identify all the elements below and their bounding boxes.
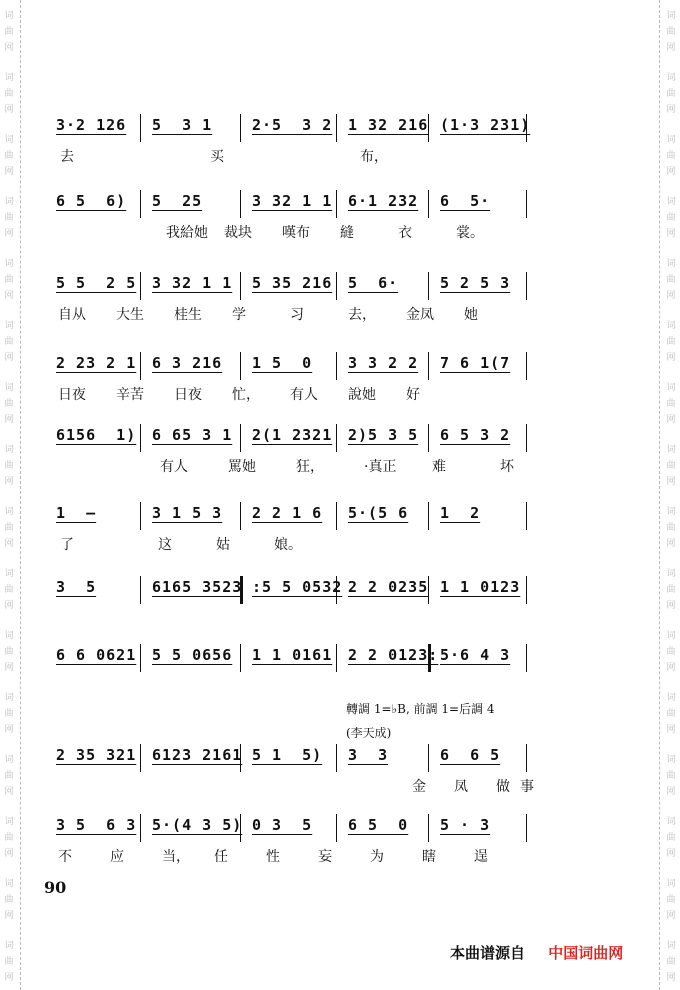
measure: (1·3 231) xyxy=(440,116,531,134)
watermark-char: 词 xyxy=(4,817,14,827)
bar-line xyxy=(140,502,141,530)
notation-line xyxy=(50,270,540,300)
watermark-char: 曲 xyxy=(666,337,676,347)
watermark-char: 曲 xyxy=(4,275,14,285)
watermark-char: 网 xyxy=(4,415,14,425)
measure: 6 65 3 1 xyxy=(152,426,233,444)
lyric-syllable: 罵她 xyxy=(228,459,256,475)
measure: 6 5 6) xyxy=(56,192,127,210)
watermark-char: 网 xyxy=(666,787,676,797)
watermark-char: 网 xyxy=(666,849,676,859)
lyric-syllable: 不 xyxy=(58,849,72,865)
lyric-syllable: 有人 xyxy=(160,459,188,475)
measure: 1 2 xyxy=(440,504,481,522)
measure: 5 5 2 5 xyxy=(56,274,137,292)
credit-annotation: (李天成) xyxy=(346,726,392,740)
watermark-char: 曲 xyxy=(666,895,676,905)
watermark-char: 曲 xyxy=(666,151,676,161)
lyric-syllable: 狂， xyxy=(296,459,324,475)
bar-line xyxy=(336,190,337,218)
measure: 0 3 5 xyxy=(252,816,313,834)
measure: 6 6 0621 xyxy=(56,646,137,664)
lyric-syllable: 她 xyxy=(464,307,478,323)
measure: 3·2 126 xyxy=(56,116,127,134)
watermark-char: 网 xyxy=(666,911,676,921)
watermark-char: 词 xyxy=(666,259,676,269)
bar-line xyxy=(240,114,241,142)
lyrics-line xyxy=(50,846,540,870)
footer xyxy=(450,942,623,963)
measure: 6·1 232 xyxy=(348,192,419,210)
watermark-char: 词 xyxy=(666,11,676,21)
lyrics-line xyxy=(50,222,540,246)
right-watermark-strip xyxy=(659,0,680,990)
bar-line xyxy=(140,744,141,772)
lyric-syllable: 学 xyxy=(232,307,246,323)
watermark-char: 网 xyxy=(666,291,676,301)
watermark-char: 网 xyxy=(666,105,676,115)
watermark-char: 网 xyxy=(4,973,14,983)
modulation-annotation: 轉調 1=♭B, 前調 1=后調 4 xyxy=(346,702,495,716)
lyric-syllable: 縫 xyxy=(340,225,354,241)
bar-line xyxy=(428,744,429,772)
notation-line xyxy=(50,742,540,772)
lyric-syllable: ·真正 xyxy=(364,459,397,475)
lyrics-line xyxy=(50,776,540,800)
bar-line xyxy=(428,424,429,452)
watermark-char: 词 xyxy=(4,11,14,21)
watermark-char: 词 xyxy=(666,135,676,145)
bar-line xyxy=(336,114,337,142)
watermark-char: 曲 xyxy=(4,833,14,843)
bar-line xyxy=(526,644,527,672)
watermark-char: 网 xyxy=(4,229,14,239)
watermark-char: 词 xyxy=(666,507,676,517)
watermark-char: 网 xyxy=(4,105,14,115)
watermark-char: 网 xyxy=(666,229,676,239)
watermark-char: 词 xyxy=(666,879,676,889)
watermark-char: 词 xyxy=(666,817,676,827)
bar-line xyxy=(240,424,241,452)
watermark-char: 词 xyxy=(666,569,676,579)
bar-line xyxy=(140,190,141,218)
measure: 1 — xyxy=(56,504,97,522)
watermark-char: 曲 xyxy=(666,647,676,657)
lyric-syllable: 日夜 xyxy=(58,387,86,403)
watermark-char: 网 xyxy=(4,601,14,611)
watermark-char: 网 xyxy=(666,973,676,983)
lyric-syllable: 有人 xyxy=(290,387,318,403)
watermark-char: 词 xyxy=(4,135,14,145)
measure: 5 · 3 xyxy=(440,816,491,834)
measure: 2(1 2321 xyxy=(252,426,333,444)
watermark-char: 曲 xyxy=(666,771,676,781)
measure: 5 3 1 xyxy=(152,116,213,134)
watermark-char: 网 xyxy=(4,911,14,921)
lyric-syllable: 裳。 xyxy=(456,225,484,241)
watermark-char: 网 xyxy=(666,43,676,53)
watermark-char: 曲 xyxy=(4,771,14,781)
watermark-char: 词 xyxy=(666,73,676,83)
watermark-char: 网 xyxy=(666,663,676,673)
bar-line xyxy=(336,744,337,772)
notation-line xyxy=(50,812,540,842)
watermark-char: 网 xyxy=(4,787,14,797)
notation-line xyxy=(50,350,540,380)
measure: 5 5 0656 xyxy=(152,646,233,664)
watermark-char: 网 xyxy=(666,415,676,425)
bar-line xyxy=(526,744,527,772)
measure: 2)5 3 5 xyxy=(348,426,419,444)
bar-line xyxy=(336,502,337,530)
watermark-char: 网 xyxy=(666,353,676,363)
bar-line xyxy=(526,352,527,380)
watermark-char: 网 xyxy=(4,539,14,549)
watermark-char: 网 xyxy=(666,477,676,487)
bar-line xyxy=(140,352,141,380)
measure: 2 23 2 1 xyxy=(56,354,137,372)
bar-line xyxy=(526,190,527,218)
bar-line xyxy=(428,502,429,530)
bar-line xyxy=(140,814,141,842)
watermark-char: 词 xyxy=(4,569,14,579)
watermark-char: 网 xyxy=(666,539,676,549)
watermark-char: 网 xyxy=(4,353,14,363)
watermark-char: 词 xyxy=(4,693,14,703)
watermark-char: 网 xyxy=(666,167,676,177)
measure: 1 1 0161 xyxy=(252,646,333,664)
watermark-char: 网 xyxy=(4,849,14,859)
watermark-char: 词 xyxy=(666,755,676,765)
left-watermark-strip xyxy=(0,0,21,990)
bar-line xyxy=(336,814,337,842)
lyric-syllable: 桂生 xyxy=(174,307,202,323)
watermark-char: 曲 xyxy=(4,957,14,967)
watermark-char: 曲 xyxy=(4,213,14,223)
watermark-char: 词 xyxy=(666,321,676,331)
watermark-char: 词 xyxy=(4,383,14,393)
lyric-syllable: 了 xyxy=(60,537,74,553)
lyric-syllable: 娘。 xyxy=(274,537,302,553)
watermark-char: 网 xyxy=(4,663,14,673)
measure: 2 2 0123: xyxy=(348,646,439,664)
bar-line xyxy=(336,352,337,380)
watermark-char: 词 xyxy=(4,197,14,207)
lyric-syllable: 說她 xyxy=(348,387,376,403)
footer-site-name: 中国词曲网 xyxy=(548,944,624,962)
measure: 2 2 0235 xyxy=(348,578,429,596)
watermark-char: 网 xyxy=(4,43,14,53)
watermark-char: 曲 xyxy=(666,833,676,843)
watermark-char: 词 xyxy=(666,383,676,393)
bar-line xyxy=(526,576,527,604)
watermark-char: 网 xyxy=(666,601,676,611)
notation-line xyxy=(50,112,540,142)
watermark-char: 网 xyxy=(666,725,676,735)
lyric-syllable: 辛苦 xyxy=(116,387,144,403)
bar-line xyxy=(428,272,429,300)
lyric-syllable: 金凤 xyxy=(406,307,434,323)
watermark-char: 曲 xyxy=(666,213,676,223)
watermark-char: 曲 xyxy=(666,275,676,285)
measure: 2·5 3 2 xyxy=(252,116,333,134)
measure: 3 32 1 1 xyxy=(152,274,233,292)
measure: 3 1 5 3 xyxy=(152,504,223,522)
lyric-syllable: 任 xyxy=(214,849,228,865)
lyric-syllable: 瞎 xyxy=(422,849,436,865)
notation-line xyxy=(50,188,540,218)
watermark-char: 曲 xyxy=(4,399,14,409)
bar-line xyxy=(526,814,527,842)
watermark-char: 词 xyxy=(666,197,676,207)
measure: 1 1 0123 xyxy=(440,578,521,596)
bar-line xyxy=(140,424,141,452)
watermark-char: 词 xyxy=(666,941,676,951)
measure: 6 5 0 xyxy=(348,816,409,834)
bar-line xyxy=(336,424,337,452)
measure: 3 3 2 2 xyxy=(348,354,419,372)
measure: 5 1 5) xyxy=(252,746,323,764)
watermark-char: 曲 xyxy=(4,89,14,99)
lyrics-line xyxy=(50,304,540,328)
lyrics-line xyxy=(50,608,540,632)
measure: 3 5 6 3 xyxy=(56,816,137,834)
bar-line xyxy=(526,424,527,452)
page-number: 90 xyxy=(44,878,67,897)
lyric-syllable: 大生 xyxy=(116,307,144,323)
watermark-char: 词 xyxy=(4,507,14,517)
lyrics-line xyxy=(50,676,540,700)
watermark-char: 网 xyxy=(4,291,14,301)
measure: 2 35 321 xyxy=(56,746,137,764)
bar-line xyxy=(240,190,241,218)
lyrics-line xyxy=(50,456,540,480)
lyric-syllable: 姑 xyxy=(216,537,230,553)
lyric-syllable: 习 xyxy=(290,307,304,323)
watermark-char: 词 xyxy=(666,445,676,455)
lyric-syllable: 衣 xyxy=(398,225,412,241)
lyric-syllable: 日夜 xyxy=(174,387,202,403)
lyric-syllable: 布， xyxy=(360,149,388,165)
watermark-char: 曲 xyxy=(4,523,14,533)
watermark-char: 曲 xyxy=(4,151,14,161)
watermark-char: 曲 xyxy=(666,585,676,595)
bar-line xyxy=(140,272,141,300)
footer-source-label: 本曲谱源自 xyxy=(450,944,526,962)
measure: 3 3 xyxy=(348,746,389,764)
lyric-syllable: 金 xyxy=(412,779,426,795)
watermark-char: 曲 xyxy=(4,647,14,657)
watermark-char: 词 xyxy=(4,445,14,455)
watermark-char: 曲 xyxy=(4,461,14,471)
watermark-char: 词 xyxy=(4,259,14,269)
bar-line xyxy=(240,502,241,530)
lyric-syllable: 应 xyxy=(110,849,124,865)
bar-line xyxy=(140,114,141,142)
lyric-syllable: 坏 xyxy=(500,459,514,475)
measure: 3 5 xyxy=(56,578,97,596)
measure: 2 2 1 6 xyxy=(252,504,323,522)
watermark-char: 曲 xyxy=(4,27,14,37)
bar-line xyxy=(240,352,241,380)
bar-line xyxy=(336,644,337,672)
lyric-syllable: 去 xyxy=(60,149,74,165)
bar-line xyxy=(428,352,429,380)
measure: 6123 2161 xyxy=(152,746,243,764)
watermark-char: 词 xyxy=(4,631,14,641)
lyric-syllable: 忙， xyxy=(232,387,260,403)
watermark-char: 曲 xyxy=(4,337,14,347)
lyrics-line xyxy=(50,534,540,558)
watermark-char: 网 xyxy=(4,167,14,177)
measure: 5 35 216 xyxy=(252,274,333,292)
bar-line xyxy=(526,502,527,530)
notation-line xyxy=(50,574,540,604)
watermark-char: 曲 xyxy=(4,585,14,595)
measure: 6156 1) xyxy=(56,426,137,444)
lyric-syllable: 凤 xyxy=(454,779,468,795)
watermark-char: 曲 xyxy=(666,523,676,533)
measure: 6 6 5 xyxy=(440,746,501,764)
lyric-syllable: 性 xyxy=(266,849,280,865)
lyric-syllable: 逞 xyxy=(474,849,488,865)
lyric-syllable: 裁块 xyxy=(224,225,252,241)
measure: 1 32 216 xyxy=(348,116,429,134)
bar-line xyxy=(428,190,429,218)
bar-line xyxy=(336,272,337,300)
lyrics-line xyxy=(50,384,540,408)
measure: 6 5 3 2 xyxy=(440,426,511,444)
lyric-syllable: 我給她 xyxy=(166,225,208,241)
watermark-char: 曲 xyxy=(4,709,14,719)
measure: 5·6 4 3 xyxy=(440,646,511,664)
measure: :5 5 0532 xyxy=(252,578,343,596)
measure: 6165 3523 xyxy=(152,578,243,596)
bar-line xyxy=(526,272,527,300)
watermark-char: 词 xyxy=(4,73,14,83)
lyric-syllable: 这 xyxy=(158,537,172,553)
lyric-syllable: 做 xyxy=(496,779,510,795)
measure: 5 25 xyxy=(152,192,203,210)
lyric-syllable: 自从 xyxy=(58,307,86,323)
measure: 6 3 216 xyxy=(152,354,223,372)
bar-line xyxy=(240,272,241,300)
watermark-char: 词 xyxy=(4,941,14,951)
measure: 5·(5 6 xyxy=(348,504,409,522)
lyric-syllable: 嘆布 xyxy=(282,225,310,241)
notation-line xyxy=(50,500,540,530)
lyric-syllable: 难 xyxy=(432,459,446,475)
lyric-syllable: 事 xyxy=(520,779,534,795)
bar-line xyxy=(140,576,141,604)
watermark-char: 曲 xyxy=(4,895,14,905)
watermark-char: 曲 xyxy=(666,461,676,471)
lyric-syllable: 为 xyxy=(370,849,384,865)
watermark-char: 曲 xyxy=(666,27,676,37)
bar-line xyxy=(140,644,141,672)
watermark-char: 曲 xyxy=(666,89,676,99)
lyric-syllable: 当， xyxy=(162,849,190,865)
notation-line xyxy=(50,422,540,452)
measure: 5 6· xyxy=(348,274,399,292)
watermark-char: 词 xyxy=(4,321,14,331)
watermark-char: 曲 xyxy=(666,957,676,967)
watermark-char: 网 xyxy=(4,477,14,487)
watermark-char: 曲 xyxy=(666,709,676,719)
measure: 7 6 1(7 xyxy=(440,354,511,372)
watermark-char: 词 xyxy=(4,755,14,765)
watermark-char: 词 xyxy=(666,693,676,703)
measure: 6 5· xyxy=(440,192,491,210)
watermark-char: 词 xyxy=(666,631,676,641)
measure: 1 5 0 xyxy=(252,354,313,372)
watermark-char: 曲 xyxy=(666,399,676,409)
measure: 5 2 5 3 xyxy=(440,274,511,292)
watermark-char: 词 xyxy=(4,879,14,889)
measure: 5·(4 3 5) xyxy=(152,816,243,834)
lyric-syllable: 买 xyxy=(210,149,224,165)
bar-line xyxy=(240,644,241,672)
lyrics-line xyxy=(50,146,540,170)
watermark-char: 网 xyxy=(4,725,14,735)
lyric-syllable: 好 xyxy=(406,387,420,403)
lyric-syllable: 去， xyxy=(348,307,376,323)
bar-line xyxy=(428,814,429,842)
measure: 3 32 1 1 xyxy=(252,192,333,210)
lyric-syllable: 妄 xyxy=(318,849,332,865)
notation-line xyxy=(50,642,540,672)
